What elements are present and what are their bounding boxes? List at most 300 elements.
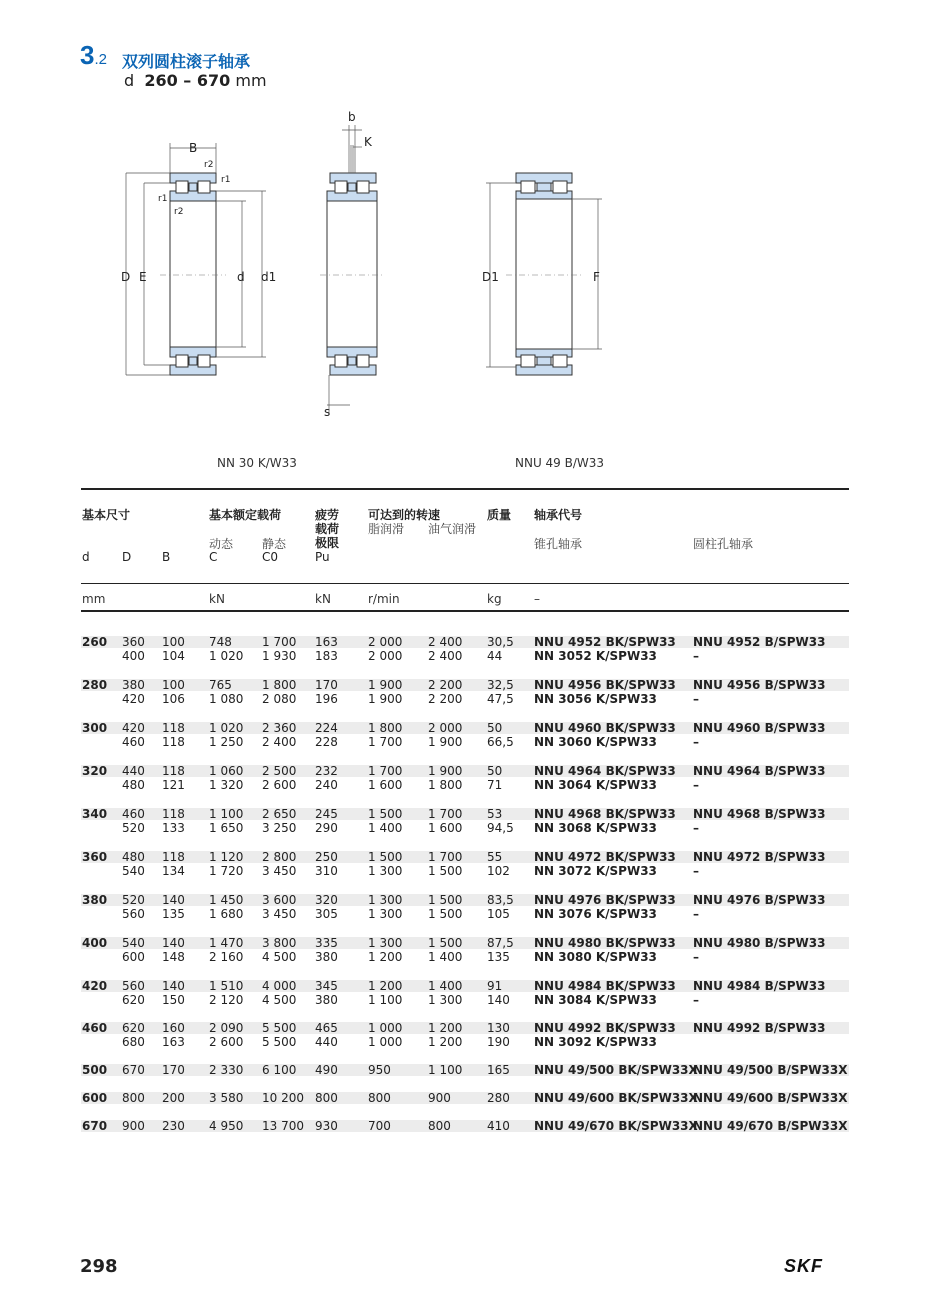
dim-s-label: s <box>324 405 331 419</box>
table-cell-Pu: 224 <box>315 721 338 735</box>
table-cell-t: NN 3092 K/SPW33 <box>534 1035 657 1049</box>
table-cell-t: NN 3056 K/SPW33 <box>534 692 657 706</box>
table-cell-B: 104 <box>162 649 185 663</box>
table-cell-c: NNU 4992 B/SPW33 <box>693 1021 826 1035</box>
table-cell-g: 1 500 <box>368 850 403 864</box>
table-cell-g: 1 300 <box>368 893 403 907</box>
table-cell-Pu: 163 <box>315 635 338 649</box>
table-cell-o: 1 900 <box>428 764 463 778</box>
table-cell-Pu: 305 <box>315 907 338 921</box>
table-cell-o: 900 <box>428 1091 451 1105</box>
table-cell-C: 1 250 <box>209 735 244 749</box>
table-cell-o: 2 400 <box>428 635 463 649</box>
table-cell-c: NNU 49/670 B/SPW33X <box>693 1119 848 1133</box>
table-cell-g: 1 500 <box>368 807 403 821</box>
table-cell-t: NNU 4952 BK/SPW33 <box>534 635 676 649</box>
table-cell-c: NNU 4952 B/SPW33 <box>693 635 826 649</box>
header-sym-Pu: Pu <box>315 550 330 564</box>
table-cell-Pu: 170 <box>315 678 338 692</box>
table-cell-o: 1 600 <box>428 821 463 835</box>
table-cell-D: 540 <box>122 864 145 878</box>
table-cell-d: 400 <box>82 936 108 950</box>
table-cell-D: 440 <box>122 764 145 778</box>
table-cell-g: 700 <box>368 1119 391 1133</box>
skf-logo: SKF <box>784 1256 823 1276</box>
table-cell-Pu: 930 <box>315 1119 338 1133</box>
table-cell-c: NNU 49/600 B/SPW33X <box>693 1091 848 1105</box>
section-title: 双列圆柱滚子轴承 <box>122 52 251 71</box>
table-cell-g: 800 <box>368 1091 391 1105</box>
table-cell-d: 380 <box>82 893 108 907</box>
table-cell-B: 140 <box>162 893 185 907</box>
table-cell-m: 32,5 <box>487 678 514 692</box>
table-cell-m: 44 <box>487 649 503 663</box>
table-cell-t: NNU 4992 BK/SPW33 <box>534 1021 676 1035</box>
table-cell-m: 66,5 <box>487 735 514 749</box>
range-prefix: d <box>124 71 135 90</box>
dim-r2-top-label: r2 <box>204 160 214 170</box>
table-cell-m: 135 <box>487 950 510 964</box>
table-cell-D: 560 <box>122 907 145 921</box>
table-header-rule <box>81 583 849 584</box>
dim-E-label: E <box>139 270 147 284</box>
drawing-nn30-section <box>320 110 384 419</box>
table-cell-m: 55 <box>487 850 503 864</box>
table-cell-B: 200 <box>162 1091 185 1105</box>
table-cell-D: 900 <box>122 1119 145 1133</box>
table-cell-o: 2 400 <box>428 649 463 663</box>
table-cell-C0: 2 600 <box>262 778 297 792</box>
table-cell-d: 420 <box>82 979 108 993</box>
table-cell-C: 4 950 <box>209 1119 244 1133</box>
table-cell-D: 460 <box>122 807 145 821</box>
table-cell-m: 53 <box>487 807 503 821</box>
header-fatigue-3: 极限 <box>315 536 340 550</box>
table-cell-t: NNU 49/500 BK/SPW33X <box>534 1063 698 1077</box>
table-cell-C0: 1 700 <box>262 635 297 649</box>
table-cell-m: 50 <box>487 764 503 778</box>
table-cell-B: 160 <box>162 1021 185 1035</box>
table-cell-D: 800 <box>122 1091 145 1105</box>
table-cell-C: 748 <box>209 635 232 649</box>
table-cell-C0: 2 360 <box>262 721 297 735</box>
table-cell-d: 670 <box>82 1119 108 1133</box>
table-cell-t: NN 3076 K/SPW33 <box>534 907 657 921</box>
table-cell-B: 118 <box>162 850 185 864</box>
table-cell-d: 280 <box>82 678 108 692</box>
header-basic-dims: 基本尺寸 <box>82 508 131 522</box>
table-cell-g: 1 800 <box>368 721 403 735</box>
table-cell-t: NN 3068 K/SPW33 <box>534 821 657 835</box>
table-cell-g: 1 200 <box>368 950 403 964</box>
table-cell-m: 91 <box>487 979 503 993</box>
table-cell-B: 163 <box>162 1035 185 1049</box>
table-cell-m: 30,5 <box>487 635 514 649</box>
header-designation: 轴承代号 <box>534 508 583 522</box>
header-cylindrical: 圆柱孔轴承 <box>693 537 754 551</box>
table-cell-t: NNU 4956 BK/SPW33 <box>534 678 676 692</box>
table-cell-B: 118 <box>162 764 185 778</box>
section-number: 3.2 <box>80 40 107 70</box>
header-sym-d: d <box>82 550 90 564</box>
table-cell-C: 1 320 <box>209 778 244 792</box>
drawing-nnu49 <box>482 173 602 375</box>
table-cell-B: 118 <box>162 721 185 735</box>
table-cell-m: 130 <box>487 1021 510 1035</box>
table-cell-B: 133 <box>162 821 185 835</box>
table-cell-C0: 10 200 <box>262 1091 304 1105</box>
table-cell-D: 540 <box>122 936 145 950</box>
table-cell-g: 1 900 <box>368 678 403 692</box>
range-value: 260 – 670 <box>144 71 231 90</box>
table-cell-c: NNU 4960 B/SPW33 <box>693 721 826 735</box>
table-cell-D: 620 <box>122 993 145 1007</box>
table-cell-c: – <box>693 692 699 706</box>
table-units-rule <box>81 610 849 612</box>
table-cell-m: 102 <box>487 864 510 878</box>
table-cell-C: 1 120 <box>209 850 244 864</box>
table-cell-C: 1 720 <box>209 864 244 878</box>
table-cell-C0: 3 250 <box>262 821 297 835</box>
table-cell-c: – <box>693 864 699 878</box>
table-cell-t: NN 3080 K/SPW33 <box>534 950 657 964</box>
table-cell-o: 1 300 <box>428 993 463 1007</box>
table-cell-D: 380 <box>122 678 145 692</box>
table-cell-g: 2 000 <box>368 649 403 663</box>
table-cell-D: 620 <box>122 1021 145 1035</box>
table-cell-C0: 2 650 <box>262 807 297 821</box>
table-cell-C0: 4 500 <box>262 993 297 1007</box>
table-cell-o: 1 900 <box>428 735 463 749</box>
table-cell-t: NNU 49/600 BK/SPW33X <box>534 1091 698 1105</box>
table-cell-m: 94,5 <box>487 821 514 835</box>
table-cell-d: 600 <box>82 1091 108 1105</box>
table-cell-Pu: 345 <box>315 979 338 993</box>
table-cell-D: 480 <box>122 850 145 864</box>
table-cell-t: NN 3052 K/SPW33 <box>534 649 657 663</box>
table-cell-C0: 2 800 <box>262 850 297 864</box>
header-mass: 质量 <box>487 508 512 522</box>
table-cell-g: 1 700 <box>368 735 403 749</box>
page-number: 298 <box>80 1256 118 1277</box>
unit-dash: – <box>534 592 540 606</box>
header-fatigue-1: 疲劳 <box>315 508 340 522</box>
table-cell-C0: 13 700 <box>262 1119 304 1133</box>
table-cell-t: NNU 4968 BK/SPW33 <box>534 807 676 821</box>
unit-kn-ratings: kN <box>209 592 225 606</box>
table-cell-C: 1 100 <box>209 807 244 821</box>
range-unit: mm <box>235 71 267 90</box>
table-cell-o: 2 200 <box>428 678 463 692</box>
table-cell-C: 3 580 <box>209 1091 244 1105</box>
table-cell-D: 400 <box>122 649 145 663</box>
table-cell-o: 1 500 <box>428 864 463 878</box>
table-cell-D: 420 <box>122 692 145 706</box>
table-cell-o: 1 500 <box>428 893 463 907</box>
table-cell-Pu: 380 <box>315 950 338 964</box>
header-load-ratings: 基本额定载荷 <box>209 508 282 522</box>
table-cell-B: 121 <box>162 778 185 792</box>
header-sym-D: D <box>122 550 132 564</box>
table-cell-Pu: 228 <box>315 735 338 749</box>
table-cell-c: – <box>693 735 699 749</box>
table-cell-o: 1 400 <box>428 979 463 993</box>
table-cell-Pu: 245 <box>315 807 338 821</box>
header-dynamic: 动态 <box>209 537 234 551</box>
table-cell-d: 300 <box>82 721 108 735</box>
figure-label-left: NN 30 K/W33 <box>217 456 297 470</box>
header-oil: 油气润滑 <box>428 522 477 536</box>
table-cell-t: NNU 4980 BK/SPW33 <box>534 936 676 950</box>
table-cell-B: 134 <box>162 864 185 878</box>
table-cell-o: 2 000 <box>428 721 463 735</box>
table-cell-B: 140 <box>162 936 185 950</box>
dim-K-label: K <box>364 135 372 149</box>
table-cell-D: 670 <box>122 1063 145 1077</box>
table-cell-C: 2 600 <box>209 1035 244 1049</box>
table-cell-c: NNU 4980 B/SPW33 <box>693 936 826 950</box>
table-cell-B: 135 <box>162 907 185 921</box>
table-cell-C: 1 450 <box>209 893 244 907</box>
table-cell-C0: 5 500 <box>262 1035 297 1049</box>
table-cell-m: 71 <box>487 778 503 792</box>
unit-kg: kg <box>487 592 502 606</box>
table-cell-D: 680 <box>122 1035 145 1049</box>
header-sym-B: B <box>162 550 171 564</box>
table-cell-d: 460 <box>82 1021 108 1035</box>
dim-F-label: F <box>593 270 600 284</box>
table-cell-m: 140 <box>487 993 510 1007</box>
table-cell-Pu: 490 <box>315 1063 338 1077</box>
table-cell-B: 106 <box>162 692 185 706</box>
table-cell-C: 1 650 <box>209 821 244 835</box>
table-cell-B: 118 <box>162 807 185 821</box>
table-cell-o: 2 200 <box>428 692 463 706</box>
table-cell-o: 1 200 <box>428 1035 463 1049</box>
dim-d-label: d <box>237 270 245 284</box>
table-cell-Pu: 800 <box>315 1091 338 1105</box>
table-cell-C0: 3 800 <box>262 936 297 950</box>
table-cell-C: 1 510 <box>209 979 244 993</box>
table-cell-D: 420 <box>122 721 145 735</box>
table-cell-C0: 1 930 <box>262 649 297 663</box>
table-cell-m: 280 <box>487 1091 510 1105</box>
table-cell-c: – <box>693 821 699 835</box>
bearing-drawings <box>100 105 640 435</box>
table-cell-m: 50 <box>487 721 503 735</box>
header-fatigue-2: 载荷 <box>315 522 340 536</box>
table-cell-C0: 2 400 <box>262 735 297 749</box>
table-cell-m: 87,5 <box>487 936 514 950</box>
table-cell-g: 2 000 <box>368 635 403 649</box>
table-cell-C: 1 470 <box>209 936 244 950</box>
table-cell-c: NNU 4968 B/SPW33 <box>693 807 826 821</box>
table-cell-c: – <box>693 993 699 1007</box>
table-cell-C: 2 090 <box>209 1021 244 1035</box>
table-cell-c: NNU 4964 B/SPW33 <box>693 764 826 778</box>
table-cell-t: NNU 49/670 BK/SPW33X <box>534 1119 698 1133</box>
table-cell-C: 1 020 <box>209 721 244 735</box>
dim-B-label: B <box>189 141 198 155</box>
table-cell-C: 765 <box>209 678 232 692</box>
table-cell-c: – <box>693 950 699 964</box>
figure-label-right: NNU 49 B/W33 <box>515 456 605 470</box>
table-cell-t: NN 3064 K/SPW33 <box>534 778 657 792</box>
table-cell-c: – <box>693 778 699 792</box>
table-cell-B: 150 <box>162 993 185 1007</box>
header-speeds: 可达到的转速 <box>368 508 441 522</box>
table-cell-g: 1 300 <box>368 864 403 878</box>
table-cell-Pu: 380 <box>315 993 338 1007</box>
table-cell-c: NNU 4956 B/SPW33 <box>693 678 826 692</box>
table-cell-d: 500 <box>82 1063 108 1077</box>
size-range <box>124 71 267 90</box>
table-cell-m: 410 <box>487 1119 510 1133</box>
table-cell-t: NNU 4960 BK/SPW33 <box>534 721 676 735</box>
table-cell-d: 320 <box>82 764 108 778</box>
table-cell-c: – <box>693 649 699 663</box>
table-cell-D: 480 <box>122 778 145 792</box>
table-cell-g: 1 400 <box>368 821 403 835</box>
table-cell-d: 340 <box>82 807 108 821</box>
table-cell-C0: 4 500 <box>262 950 297 964</box>
table-cell-d: 260 <box>82 635 108 649</box>
table-cell-m: 105 <box>487 907 510 921</box>
table-cell-g: 1 900 <box>368 692 403 706</box>
table-cell-g: 1 600 <box>368 778 403 792</box>
header-sym-C: C <box>209 550 218 564</box>
table-cell-Pu: 232 <box>315 764 338 778</box>
header-grease: 脂润滑 <box>368 522 405 536</box>
table-cell-t: NN 3072 K/SPW33 <box>534 864 657 878</box>
header-static: 静态 <box>262 537 287 551</box>
table-cell-g: 1 200 <box>368 979 403 993</box>
table-cell-C0: 2 500 <box>262 764 297 778</box>
table-cell-t: NN 3084 K/SPW33 <box>534 993 657 1007</box>
table-cell-g: 1 100 <box>368 993 403 1007</box>
table-cell-D: 360 <box>122 635 145 649</box>
section-sub-number: .2 <box>94 51 107 68</box>
table-cell-C: 2 120 <box>209 993 244 1007</box>
table-cell-D: 520 <box>122 821 145 835</box>
header-tapered: 锥孔轴承 <box>534 537 583 551</box>
unit-rmin: r/min <box>368 592 400 606</box>
table-cell-g: 1 300 <box>368 936 403 950</box>
table-top-rule <box>81 488 849 490</box>
table-cell-Pu: 250 <box>315 850 338 864</box>
table-cell-D: 460 <box>122 735 145 749</box>
table-cell-B: 118 <box>162 735 185 749</box>
table-cell-Pu: 196 <box>315 692 338 706</box>
table-cell-g: 1 700 <box>368 764 403 778</box>
table-cell-C: 2 330 <box>209 1063 244 1077</box>
table-cell-C0: 4 000 <box>262 979 297 993</box>
table-cell-g: 1 000 <box>368 1035 403 1049</box>
unit-kn-fatigue: kN <box>315 592 331 606</box>
table-cell-C0: 3 450 <box>262 907 297 921</box>
table-cell-o: 800 <box>428 1119 451 1133</box>
table-cell-t: NNU 4964 BK/SPW33 <box>534 764 676 778</box>
dim-D1-label: D1 <box>482 270 499 284</box>
table-cell-B: 140 <box>162 979 185 993</box>
dim-r1-top-label: r1 <box>221 175 231 185</box>
table-cell-m: 165 <box>487 1063 510 1077</box>
table-cell-g: 1 000 <box>368 1021 403 1035</box>
table-cell-C: 1 020 <box>209 649 244 663</box>
table-cell-Pu: 440 <box>315 1035 338 1049</box>
table-cell-d: 360 <box>82 850 108 864</box>
table-cell-Pu: 335 <box>315 936 338 950</box>
table-cell-B: 100 <box>162 635 185 649</box>
dim-r1-left-label: r1 <box>158 194 168 204</box>
table-cell-C: 1 680 <box>209 907 244 921</box>
table-cell-c: – <box>693 907 699 921</box>
dim-d1-label: d1 <box>261 270 277 284</box>
table-cell-C0: 1 800 <box>262 678 297 692</box>
table-cell-o: 1 100 <box>428 1063 463 1077</box>
table-cell-B: 100 <box>162 678 185 692</box>
table-cell-o: 1 200 <box>428 1021 463 1035</box>
table-cell-m: 190 <box>487 1035 510 1049</box>
table-cell-c: NNU 49/500 B/SPW33X <box>693 1063 848 1077</box>
table-cell-Pu: 183 <box>315 649 338 663</box>
table-cell-B: 148 <box>162 950 185 964</box>
table-cell-C0: 3 450 <box>262 864 297 878</box>
table-cell-C0: 6 100 <box>262 1063 297 1077</box>
dim-D-label: D <box>121 270 131 284</box>
header-sym-C0: C0 <box>262 550 279 564</box>
table-cell-o: 1 500 <box>428 936 463 950</box>
dim-b-label: b <box>348 110 356 124</box>
table-cell-m: 83,5 <box>487 893 514 907</box>
table-cell-o: 1 400 <box>428 950 463 964</box>
table-cell-Pu: 240 <box>315 778 338 792</box>
table-cell-Pu: 465 <box>315 1021 338 1035</box>
table-cell-C0: 3 600 <box>262 893 297 907</box>
table-cell-B: 170 <box>162 1063 185 1077</box>
table-cell-t: NNU 4972 BK/SPW33 <box>534 850 676 864</box>
table-cell-t: NNU 4984 BK/SPW33 <box>534 979 676 993</box>
table-cell-C: 1 080 <box>209 692 244 706</box>
table-cell-C: 2 160 <box>209 950 244 964</box>
table-cell-B: 230 <box>162 1119 185 1133</box>
table-cell-Pu: 320 <box>315 893 338 907</box>
table-cell-c: NNU 4972 B/SPW33 <box>693 850 826 864</box>
table-cell-c: NNU 4984 B/SPW33 <box>693 979 826 993</box>
table-cell-g: 950 <box>368 1063 391 1077</box>
dim-r2-left-label: r2 <box>174 207 184 217</box>
table-cell-C0: 5 500 <box>262 1021 297 1035</box>
table-cell-m: 47,5 <box>487 692 514 706</box>
table-cell-C0: 2 080 <box>262 692 297 706</box>
table-cell-o: 1 800 <box>428 778 463 792</box>
unit-mm: mm <box>82 592 106 606</box>
table-cell-D: 560 <box>122 979 145 993</box>
table-cell-Pu: 310 <box>315 864 338 878</box>
table-cell-C: 1 060 <box>209 764 244 778</box>
table-cell-c: NNU 4976 B/SPW33 <box>693 893 826 907</box>
table-cell-t: NNU 4976 BK/SPW33 <box>534 893 676 907</box>
table-cell-D: 520 <box>122 893 145 907</box>
table-cell-g: 1 300 <box>368 907 403 921</box>
table-cell-o: 1 700 <box>428 850 463 864</box>
table-cell-D: 600 <box>122 950 145 964</box>
table-cell-o: 1 500 <box>428 907 463 921</box>
table-cell-o: 1 700 <box>428 807 463 821</box>
drawing-nn30 <box>121 141 276 375</box>
table-cell-Pu: 290 <box>315 821 338 835</box>
table-cell-t: NN 3060 K/SPW33 <box>534 735 657 749</box>
